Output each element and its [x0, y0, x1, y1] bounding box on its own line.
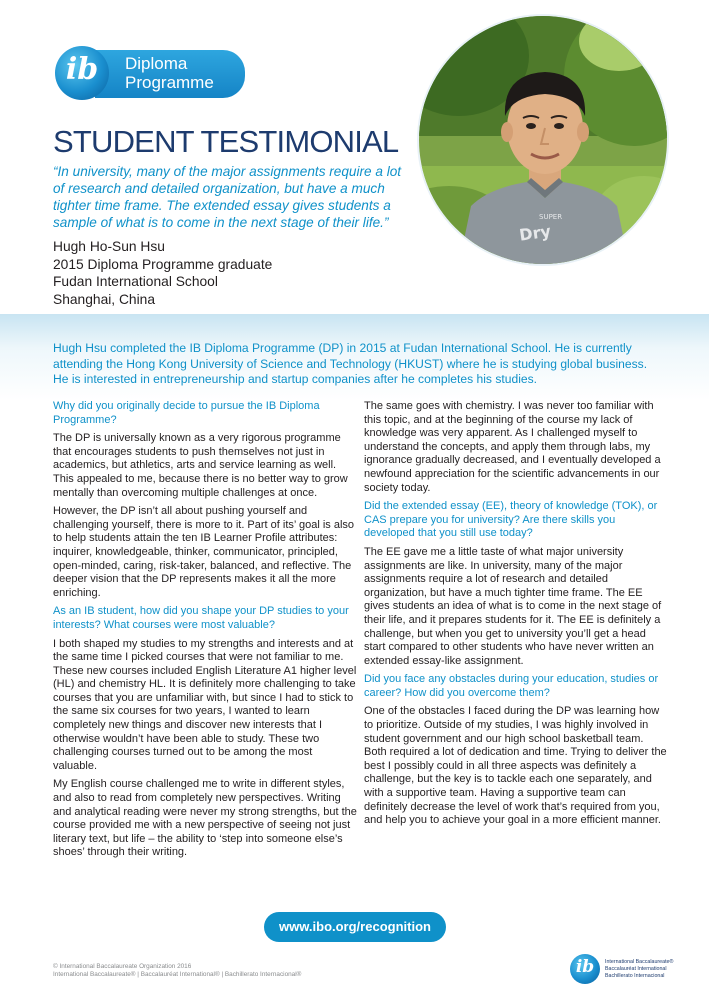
- student-attribution: [53, 238, 272, 308]
- footer-copyright: © International Baccalaureate Organization 2016: [53, 963, 192, 970]
- student-photo: [419, 16, 667, 264]
- ib-logo-line-es: Bachillerato Internacional: [605, 973, 665, 979]
- answer-2-paragraph-3: The same goes with chemistry. I was never too familiar with this topic, and at the beginning of the course my lack of knowledge was very apparent. As I challenged myself to understand the concepts, and apply them through labs, my ignorance gradually decreased, and I eventually developed a newfound appreciation for the scientific advancements in our society today.: [364, 400, 661, 494]
- student-school: Fudan International School: [53, 274, 218, 289]
- footer-org-names: International Baccalaureate® | Baccalauréat International® | Bachillerato Internacional®: [53, 971, 302, 978]
- student-photo-illustration: [419, 16, 667, 264]
- ib-logo-icon: [570, 954, 600, 984]
- intro-paragraph: Hugh Hsu completed the IB Diploma Programme (DP) in 2015 at Fudan International School. He is currently attending the Hong Kong University of Science and Technology (HKUST) where he is studying global business. He is interested in entrepreneurship and startup companies after he completes his studies.: [53, 341, 648, 387]
- diploma-programme-logo: [55, 40, 245, 100]
- question-4: Did you face any obstacles during your education, studies or career? How did you overcome them?: [364, 673, 659, 699]
- logo-line-diploma: Diploma: [125, 54, 188, 73]
- ib-logo-line-en: International Baccalaureate®: [605, 959, 674, 965]
- ib-badge-letters: ib: [65, 52, 99, 87]
- answer-2-paragraph-2: My English course challenged me to write in different styles, and also to read from completely new perspectives. Writing and analytical reading were never my strong strengths, but the course provided me with a new perspective of seeing not just literary text, but life – the ability to ‘step into someone else’s shoes’ through their writing.: [53, 778, 357, 859]
- pull-quote: “In university, many of the major assignments require a lot of research and detailed organization, but have a much tighter time frame. The extended essay gives students a sample of what is to come in the next stage of their life.”: [53, 164, 402, 230]
- question-2: As an IB student, how did you shape your DP studies to your interests? What courses were most valuable?: [53, 605, 349, 631]
- ib-footer-logo: [570, 954, 674, 988]
- answer-1-paragraph-2: However, the DP isn’t all about pushing yourself and challenging yourself, there is more to it. Part of its’ goal is also to help students attain the ten IB Learner Profile attributes: inquirer, knowledgeable, thinker, communicator, principled, open-minded, caring, risk-taker, balanced, and reflective. The deeper vision that the DP represents makes it all the more enriching.: [53, 505, 355, 599]
- footer-legal: [53, 963, 433, 979]
- svg-text:Dry: Dry: [518, 221, 553, 245]
- answer-3-paragraph-1: The EE gave me a little taste of what major university assignments are like. In university, many of the major assignments require a lot of research and detailed organization, but have a much tighter time frame. The EE gives students an idea of what is to come in the next stage of their life, and it prepares students for it. The EE is definitely a challenge, but when you get to university you’ll get a head start compared to other students who have never written an extended essay-like assignment.: [364, 545, 662, 667]
- question-1: Why did you originally decide to pursue the IB Diploma Programme?: [53, 400, 320, 426]
- left-column: [53, 400, 357, 865]
- right-column: [364, 400, 668, 833]
- student-graduation: 2015 Diploma Programme graduate: [53, 256, 273, 272]
- svg-text:SUPER: SUPER: [539, 213, 563, 221]
- ib-logo-text: [605, 959, 673, 980]
- student-name: Hugh Ho-Sun Hsu: [53, 239, 165, 254]
- recognition-link[interactable]: www.ibo.org/recognition: [264, 912, 446, 942]
- answer-1-paragraph-1: The DP is universally known as a very rigorous programme that encourages students to push themselves not just in academics, but athletics, arts and service learning as well. This appealed to me, because there is no better way to grow mentally than overcoming multiple challenges at once.: [53, 432, 348, 499]
- question-3: Did the extended essay (EE), theory of knowledge (TOK), or CAS prepare you for university? Are there skills you developed that you still use today?: [364, 500, 658, 540]
- page-title: STUDENT TESTIMONIAL: [53, 124, 399, 159]
- ib-logo-line-fr: Baccalauréat International: [605, 966, 667, 972]
- ib-logo-letters: ib: [575, 957, 595, 977]
- answer-4-paragraph-1: One of the obstacles I faced during the DP was learning how to prioritize. Outside of my studies, I was highly involved in student government and our high school basketball team. Both required a lot of dedication and time. Trying to deliver the best I possibly could in all three aspects was definitely a challenge, but the key is to tackle each one separately, and with a supportive team. Having a supportive team can definitely decrease the level of work that’s required from you, and help you to achieve your goal in a more efficient manner.: [364, 705, 667, 827]
- logo-tab: [95, 50, 245, 98]
- answer-2-paragraph-1: I both shaped my studies to my strengths and interests and at the same time I picked courses that were not familiar to me. These new courses included English Literature A1 higher level (HL) and chemistry HL. It is definitely more challenging to take courses that you are unfamiliar with, but since I had to stick to the same six courses for two years, I wanted to learn completely new things and discover new interests that I otherwise wouldn’t have been able to study. These two challenging courses turned out to be among the most valuable.: [53, 637, 357, 772]
- ib-badge-icon: [55, 46, 109, 100]
- student-location: Shanghai, China: [53, 291, 156, 307]
- logo-line-programme: Programme: [125, 73, 214, 92]
